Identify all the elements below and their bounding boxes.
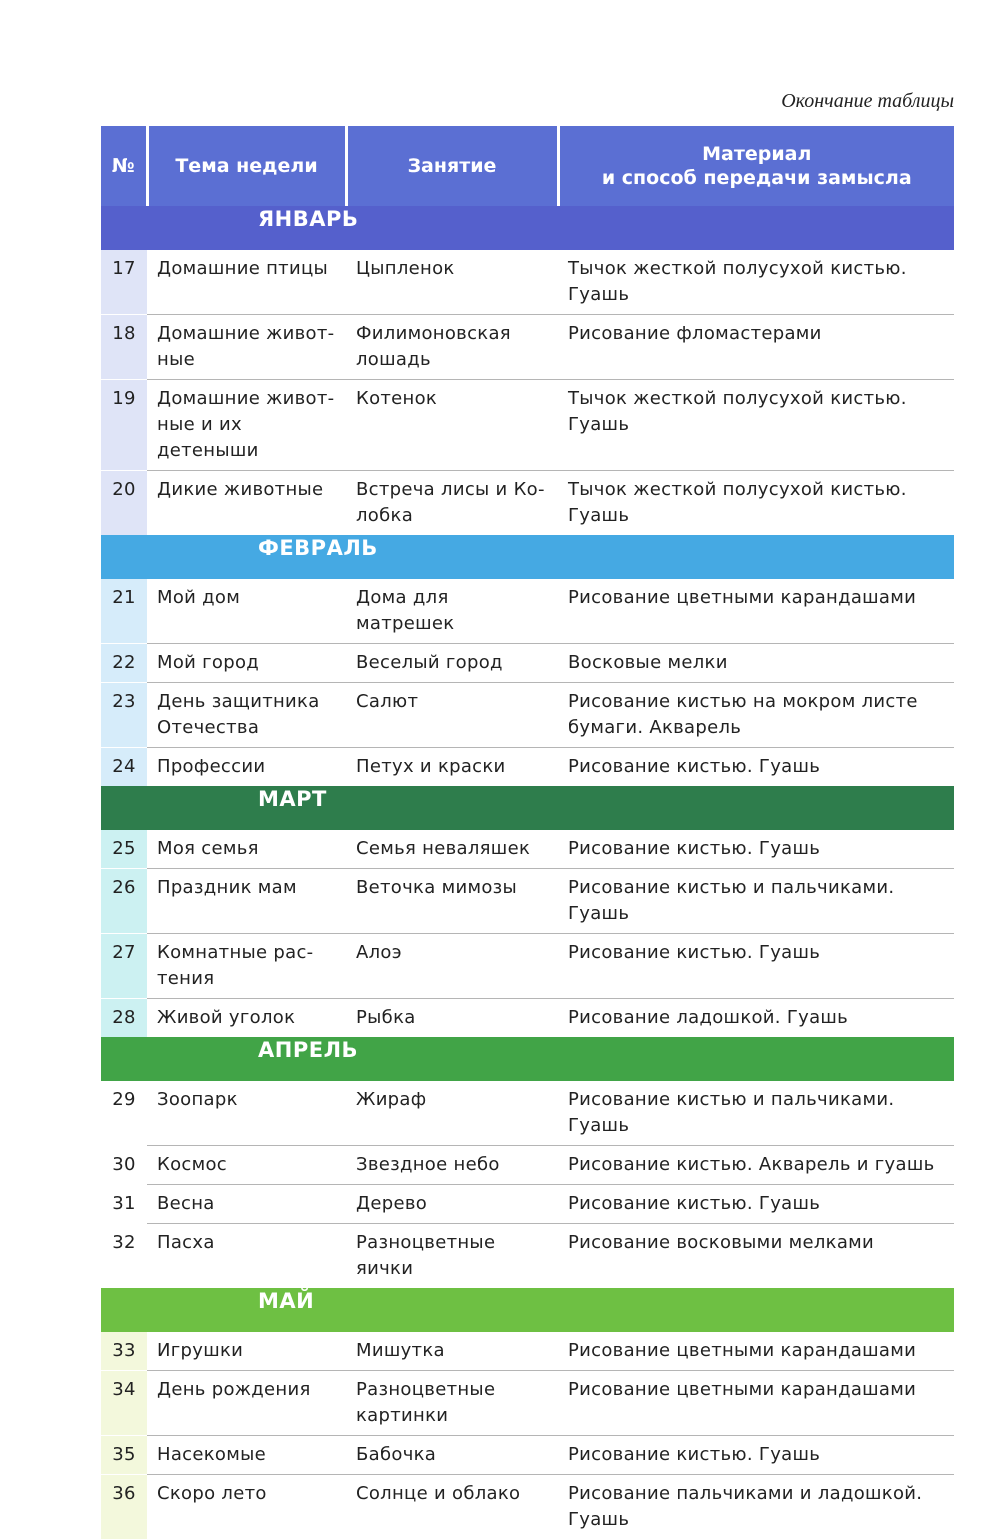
material-method: Рисование цветными карандашами [558,1371,954,1436]
month-label: МАЙ [101,1288,954,1332]
lesson-name: Встреча лисы и Ко- лобка [346,471,558,536]
week-theme: Домашние живот- ные и их детеныши [147,380,346,471]
lesson-name: Разноцветные картинки [346,1371,558,1436]
week-theme: Праздник мам [147,869,346,934]
lesson-number: 19 [101,380,147,471]
lesson-name: Дома для матрешек [346,579,558,644]
week-theme: Весна [147,1185,346,1224]
table-row [101,869,954,934]
lesson-number: 33 [101,1332,147,1371]
week-theme: Игрушки [147,1332,346,1371]
lesson-name: Веточка мимозы [346,869,558,934]
header-material-method: Материал и способ передачи замысла [558,126,954,206]
table-header-row [101,126,954,206]
lesson-number: 30 [101,1146,147,1185]
material-method: Рисование кистью. Гуашь [558,748,954,787]
material-method: Восковые мелки [558,644,954,683]
material-method: Тычок жесткой полусухой кистью. Гуашь [558,471,954,536]
lesson-number: 22 [101,644,147,683]
week-theme: Домашние живот- ные [147,315,346,380]
week-theme: Скоро лето [147,1475,346,1539]
week-theme: Пасха [147,1224,346,1289]
table-row [101,683,954,748]
material-method: Рисование цветными карандашами [558,1332,954,1371]
lesson-name: Филимоновская лошадь [346,315,558,380]
table-row [101,1146,954,1185]
lesson-number: 18 [101,315,147,380]
lesson-name: Котенок [346,380,558,471]
table-row [101,315,954,380]
material-method: Рисование кистью. Гуашь [558,934,954,999]
lesson-name: Дерево [346,1185,558,1224]
table-row [101,1332,954,1371]
month-label: ФЕВРАЛЬ [101,535,954,579]
material-method: Тычок жесткой полусухой кистью. Гуашь [558,250,954,315]
lesson-number: 36 [101,1475,147,1539]
table-row [101,934,954,999]
table-row [101,999,954,1038]
week-theme: Живой уголок [147,999,346,1038]
lesson-number: 21 [101,579,147,644]
table-row [101,1371,954,1436]
table-body [101,206,954,1539]
lesson-number: 24 [101,748,147,787]
week-theme: День рождения [147,1371,346,1436]
material-method: Рисование восковыми мелками [558,1224,954,1289]
table-row [101,1081,954,1146]
month-row [101,786,954,830]
table-row [101,250,954,315]
lesson-name: Разноцветные яички [346,1224,558,1289]
lesson-number: 17 [101,250,147,315]
week-theme: Профессии [147,748,346,787]
table-caption: Окончание таблицы [781,90,954,113]
material-method: Рисование кистью на мокром листе бумаги. Акварель [558,683,954,748]
week-theme: Мой город [147,644,346,683]
lesson-name: Петух и краски [346,748,558,787]
lesson-name: Солнце и облако [346,1475,558,1539]
month-label: ЯНВАРЬ [101,206,954,250]
lesson-number: 29 [101,1081,147,1146]
table-row [101,471,954,536]
material-method: Рисование кистью и пальчиками. Гуашь [558,1081,954,1146]
week-theme: Моя семья [147,830,346,869]
table-row [101,1475,954,1539]
lesson-name: Жираф [346,1081,558,1146]
week-theme: Домашние птицы [147,250,346,315]
lesson-number: 32 [101,1224,147,1289]
lesson-name: Салют [346,683,558,748]
table-row [101,830,954,869]
material-method: Рисование цветными карандашами [558,579,954,644]
lesson-number: 26 [101,869,147,934]
material-method: Рисование пальчиками и ладошкой. Гуашь [558,1475,954,1539]
lesson-name: Бабочка [346,1436,558,1475]
lesson-number: 27 [101,934,147,999]
lesson-number: 20 [101,471,147,536]
material-method: Рисование кистью и пальчиками. Гуашь [558,869,954,934]
table-row [101,579,954,644]
week-theme: Мой дом [147,579,346,644]
lesson-name: Цыпленок [346,250,558,315]
month-label: АПРЕЛЬ [101,1037,954,1081]
material-method: Рисование кистью. Гуашь [558,830,954,869]
lesson-name: Звездное небо [346,1146,558,1185]
lesson-name: Мишутка [346,1332,558,1371]
week-theme: Насекомые [147,1436,346,1475]
table-row [101,644,954,683]
lesson-name: Рыбка [346,999,558,1038]
header-number: № [101,126,147,206]
month-row [101,1037,954,1081]
lesson-number: 31 [101,1185,147,1224]
month-label: МАРТ [101,786,954,830]
material-method: Рисование кистью. Гуашь [558,1436,954,1475]
material-method: Рисование кистью. Акварель и гуашь [558,1146,954,1185]
month-row [101,1288,954,1332]
table-row [101,380,954,471]
header-week-theme: Тема недели [147,126,346,206]
material-method: Рисование фломастерами [558,315,954,380]
lesson-name: Семья неваляшек [346,830,558,869]
week-theme: Дикие животные [147,471,346,536]
material-method: Рисование ладошкой. Гуашь [558,999,954,1038]
lesson-number: 34 [101,1371,147,1436]
table-row [101,1224,954,1289]
week-theme: Комнатные рас- тения [147,934,346,999]
lesson-number: 28 [101,999,147,1038]
material-method: Рисование кистью. Гуашь [558,1185,954,1224]
month-row [101,535,954,579]
lesson-name: Алоэ [346,934,558,999]
header-lesson: Занятие [346,126,558,206]
lesson-number: 25 [101,830,147,869]
week-theme: Космос [147,1146,346,1185]
month-row [101,206,954,250]
week-theme: Зоопарк [147,1081,346,1146]
table-row [101,1185,954,1224]
lesson-number: 23 [101,683,147,748]
week-theme: День защитника Отечества [147,683,346,748]
lesson-number: 35 [101,1436,147,1475]
table-row [101,748,954,787]
lesson-plan-table [101,126,954,1539]
table-row [101,1436,954,1475]
material-method: Тычок жесткой полусухой кистью. Гуашь [558,380,954,471]
lesson-name: Веселый город [346,644,558,683]
